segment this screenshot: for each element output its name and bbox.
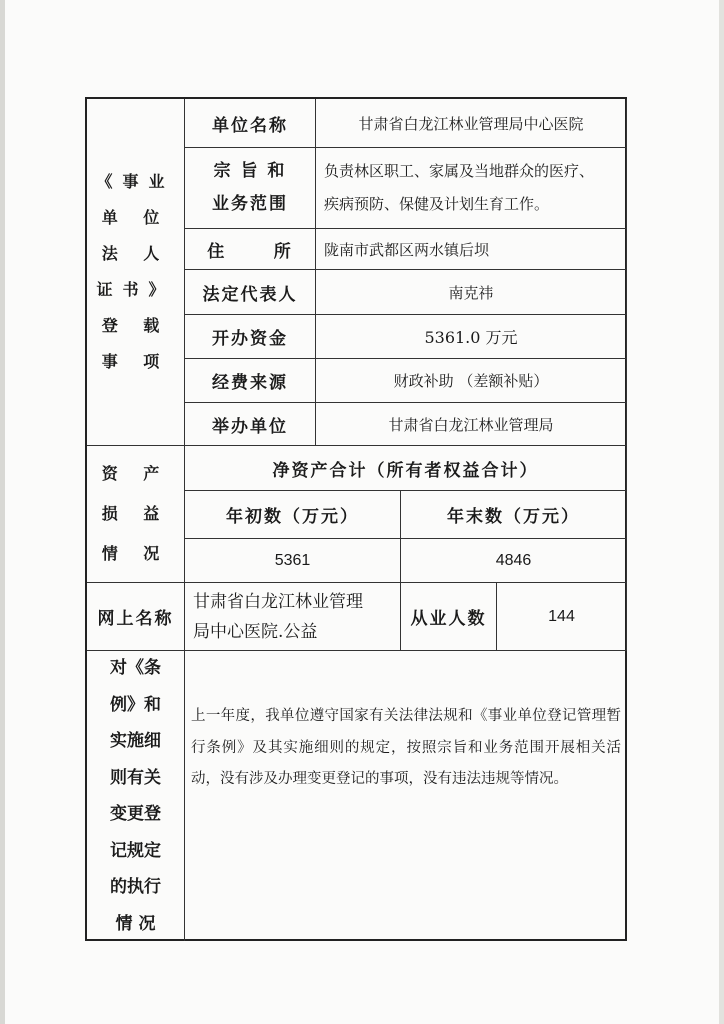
label-unit-name: 单位名称	[185, 99, 316, 148]
label-legal-rep: 法定代表人	[185, 270, 316, 315]
label-staff-count: 从业人数	[401, 583, 497, 651]
value-regulation-execution: 上一年度，我单位遵守国家有关法律法规和《事业单位登记管理暂行条例》及其实施细则的规定，按照宗旨和业务范围开展相关活动，没有涉及办理变更登记的事项，没有违法违规等情况。	[191, 708, 621, 787]
value-unit-name: 甘肃省白龙江林业管理局中心医院	[316, 99, 627, 148]
scan-edge-right	[719, 0, 724, 1024]
value-online-name: 甘肃省白龙江林业管理 局中心医院.公益	[185, 583, 401, 651]
value-staff-count: 144	[497, 583, 627, 651]
assets-col-end: 年末数（万元）	[401, 491, 627, 539]
label-purpose-scope: 宗 旨 和 业务范围	[185, 148, 316, 229]
assets-header: 净资产合计（所有者权益合计）	[185, 446, 627, 491]
assets-col-begin: 年初数（万元）	[185, 491, 401, 539]
label-regulation-execution: 对《条 例》和 实施细 则有关 变更登 记规定 的执行 情 况	[87, 651, 185, 941]
value-legal-rep: 南克祎	[316, 270, 627, 315]
label-sponsor: 举办单位	[185, 403, 316, 446]
label-address: 住 所	[185, 229, 316, 270]
value-funding-source: 财政补助 （差额补贴）	[316, 359, 627, 403]
value-capital: 5361.0 万元	[316, 315, 627, 359]
label-online-name: 网上名称	[87, 583, 185, 651]
assets-value-begin: 5361	[185, 539, 401, 583]
registration-form-table	[85, 97, 627, 941]
scan-edge-left	[0, 0, 5, 1024]
value-sponsor: 甘肃省白龙江林业管理局	[316, 403, 627, 446]
value-purpose-scope: 负责林区职工、家属及当地群众的医疗、 疾病预防、保健及计划生育工作。	[316, 148, 627, 229]
assets-value-end: 4846	[401, 539, 627, 583]
section-label-assets: 资 产 损 益 情 况	[87, 446, 185, 583]
label-funding-source: 经费来源	[185, 359, 316, 403]
section-label-registration: 《事业 单 位 法 人 证书》 登 载 事 项	[87, 99, 185, 446]
label-capital: 开办资金	[185, 315, 316, 359]
value-address: 陇南市武都区两水镇后坝	[316, 229, 627, 270]
